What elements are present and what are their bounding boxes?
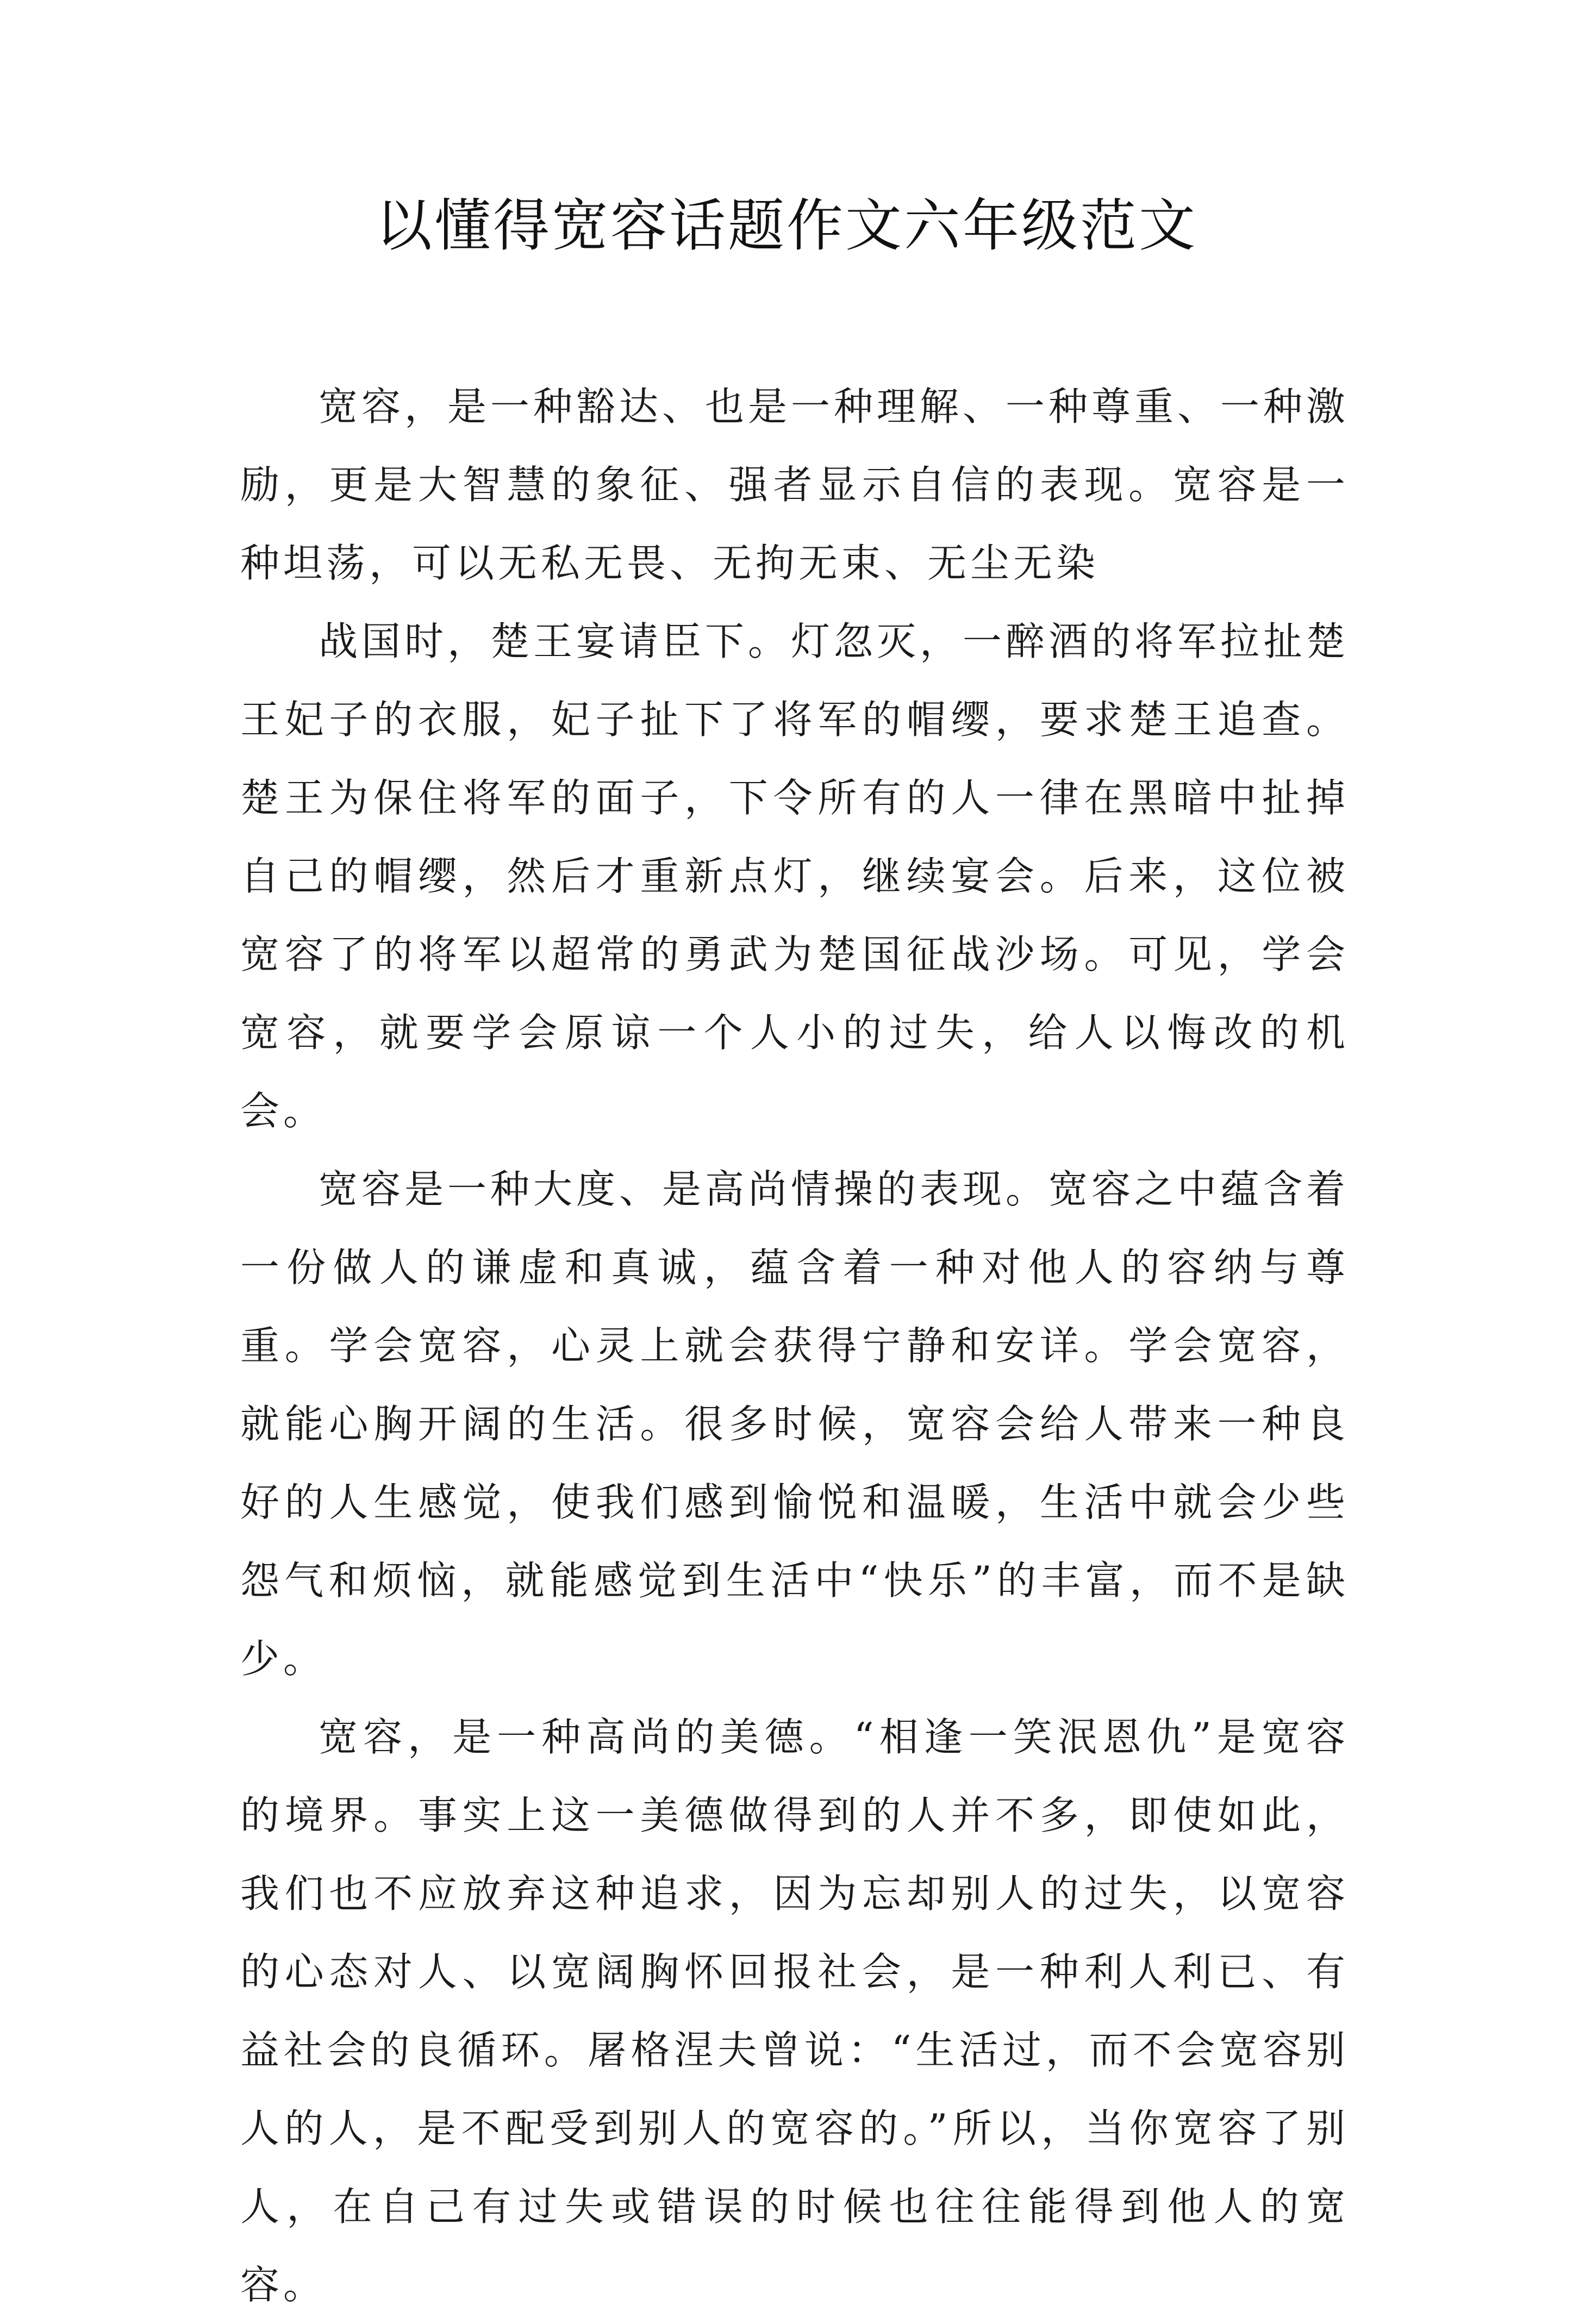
paragraph: 宽容，是一种豁达、也是一种理解、一种尊重、一种激励，更是大智慧的象征、强者显示自信的表现。宽容是一种坦荡，可以无私无畏、无拘无束、无尘无染 <box>240 384 1350 586</box>
paragraph: 宽容是一种大度、是高尚情操的表现。宽容之中蕴含着一份做人的谦虚和真诚，蕴含着一种对他人的容纳与尊重。学会宽容，心灵上就会获得宁静和安详。学会宽容，就能心胸开阔的生活。很多时候，宽容会给人带来一种良好的人生感觉，使我们感到愉悦和温暖，生活中就会少些怨气和烦恼，就能感觉到生活中“快乐”的丰富，而不是缺少。 <box>240 1166 1350 1682</box>
document-body <box>240 367 1349 2324</box>
paragraph: 战国时，楚王宴请臣下。灯忽灭，一醉酒的将军拉扯楚王妃子的衣服，妃子扯下了将军的帽缨，要求楚王追查。楚王为保住将军的面子，下令所有的人一律在黑暗中扯掉自己的帽缨，然后才重新点灯，继续宴会。后来，这位被宽容了的将军以超常的勇武为楚国征战沙场。可见，学会宽容，就要学会原谅一个人小的过失，给人以悔改的机会。 <box>240 619 1350 1134</box>
document-title: 以懂得宽容话题作文六年级范文 <box>375 192 1197 259</box>
paragraph: 宽容，是一种高尚的美德。“相逢一笑泯恩仇”是宽容的境界。事实上这一美德做得到的人并不多，即使如此，我们也不应放弃这种追求，因为忘却别人的过失，以宽容的心态对人、以宽阔胸怀回报社会，是一种利人利已、有益社会的良循环。屠格涅夫曾说：“生活过，而不会宽容别人的人，是不配受到别人的宽容的。”所以，当你宽容了别人，在自己有过失或错误的时候也往往能得到他人的宽容。 <box>240 1714 1349 2308</box>
